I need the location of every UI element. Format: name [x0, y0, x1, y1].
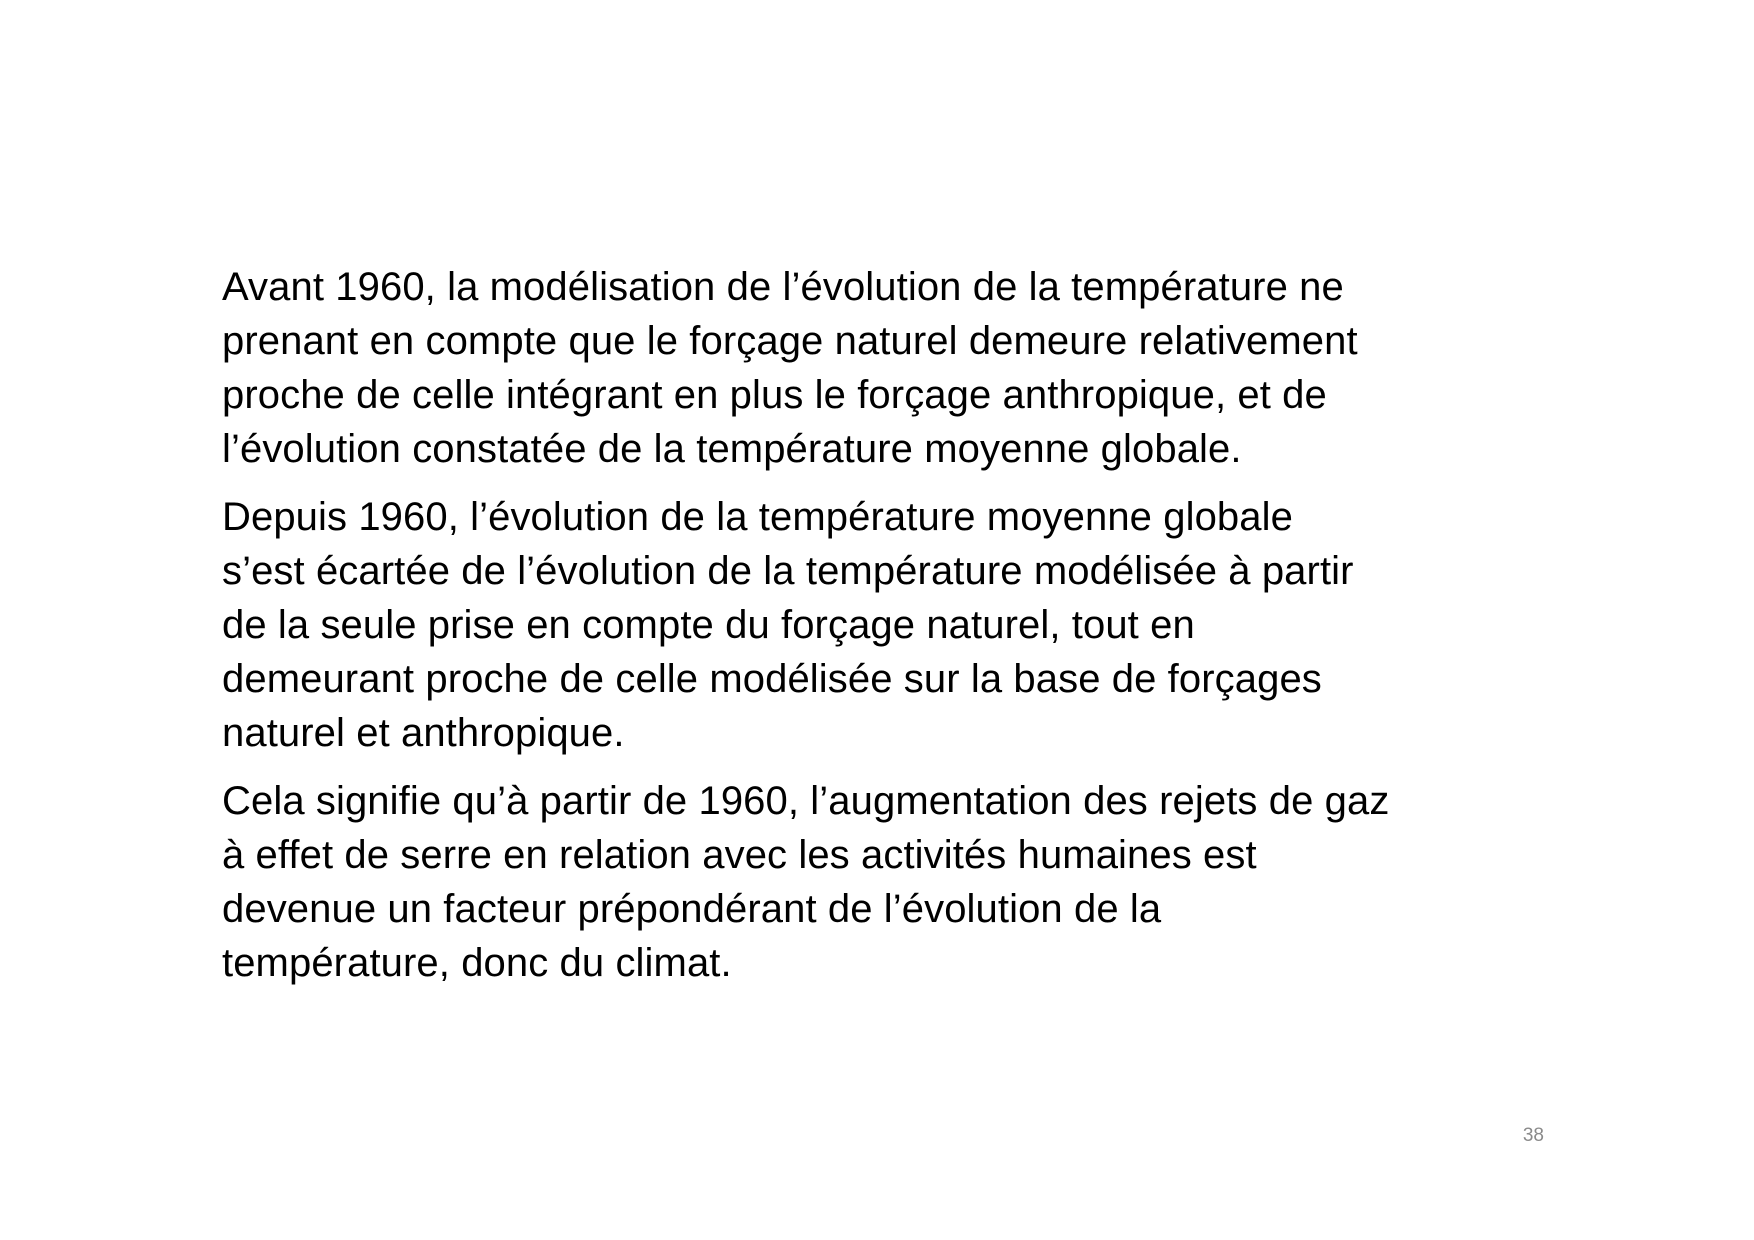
- text-line: prenant en compte que le forçage naturel demeure relativement: [222, 319, 1358, 363]
- text-line: s’est écartée de l’évolution de la température modélisée à partir: [222, 549, 1354, 593]
- text-line: Depuis 1960, l’évolution de la température moyenne globale: [222, 495, 1293, 539]
- text-line: demeurant proche de celle modélisée sur la base de forçages: [222, 657, 1322, 701]
- text-line: proche de celle intégrant en plus le forçage anthropique, et de: [222, 373, 1327, 417]
- text-line: température, donc du climat.: [222, 941, 732, 985]
- text-line: Avant 1960, la modélisation de l’évolution de la température ne: [222, 265, 1344, 309]
- slide-body-text: [222, 260, 1562, 1004]
- text-line: devenue un facteur prépondérant de l’évolution de la: [222, 887, 1162, 931]
- page-number: 38: [1522, 1125, 1544, 1146]
- text-line: de la seule prise en compte du forçage naturel, tout en: [222, 603, 1195, 647]
- text-line: naturel et anthropique.: [222, 711, 625, 755]
- text-line: Cela signifie qu’à partir de 1960, l’augmentation des rejets de gaz: [222, 779, 1390, 823]
- paragraph-conclusion: [222, 774, 1562, 990]
- paragraph-since-1960: [222, 490, 1562, 760]
- text-line: l’évolution constatée de la température moyenne globale.: [222, 427, 1242, 471]
- paragraph-before-1960: [222, 260, 1562, 476]
- text-line: à effet de serre en relation avec les activités humaines est: [222, 833, 1257, 877]
